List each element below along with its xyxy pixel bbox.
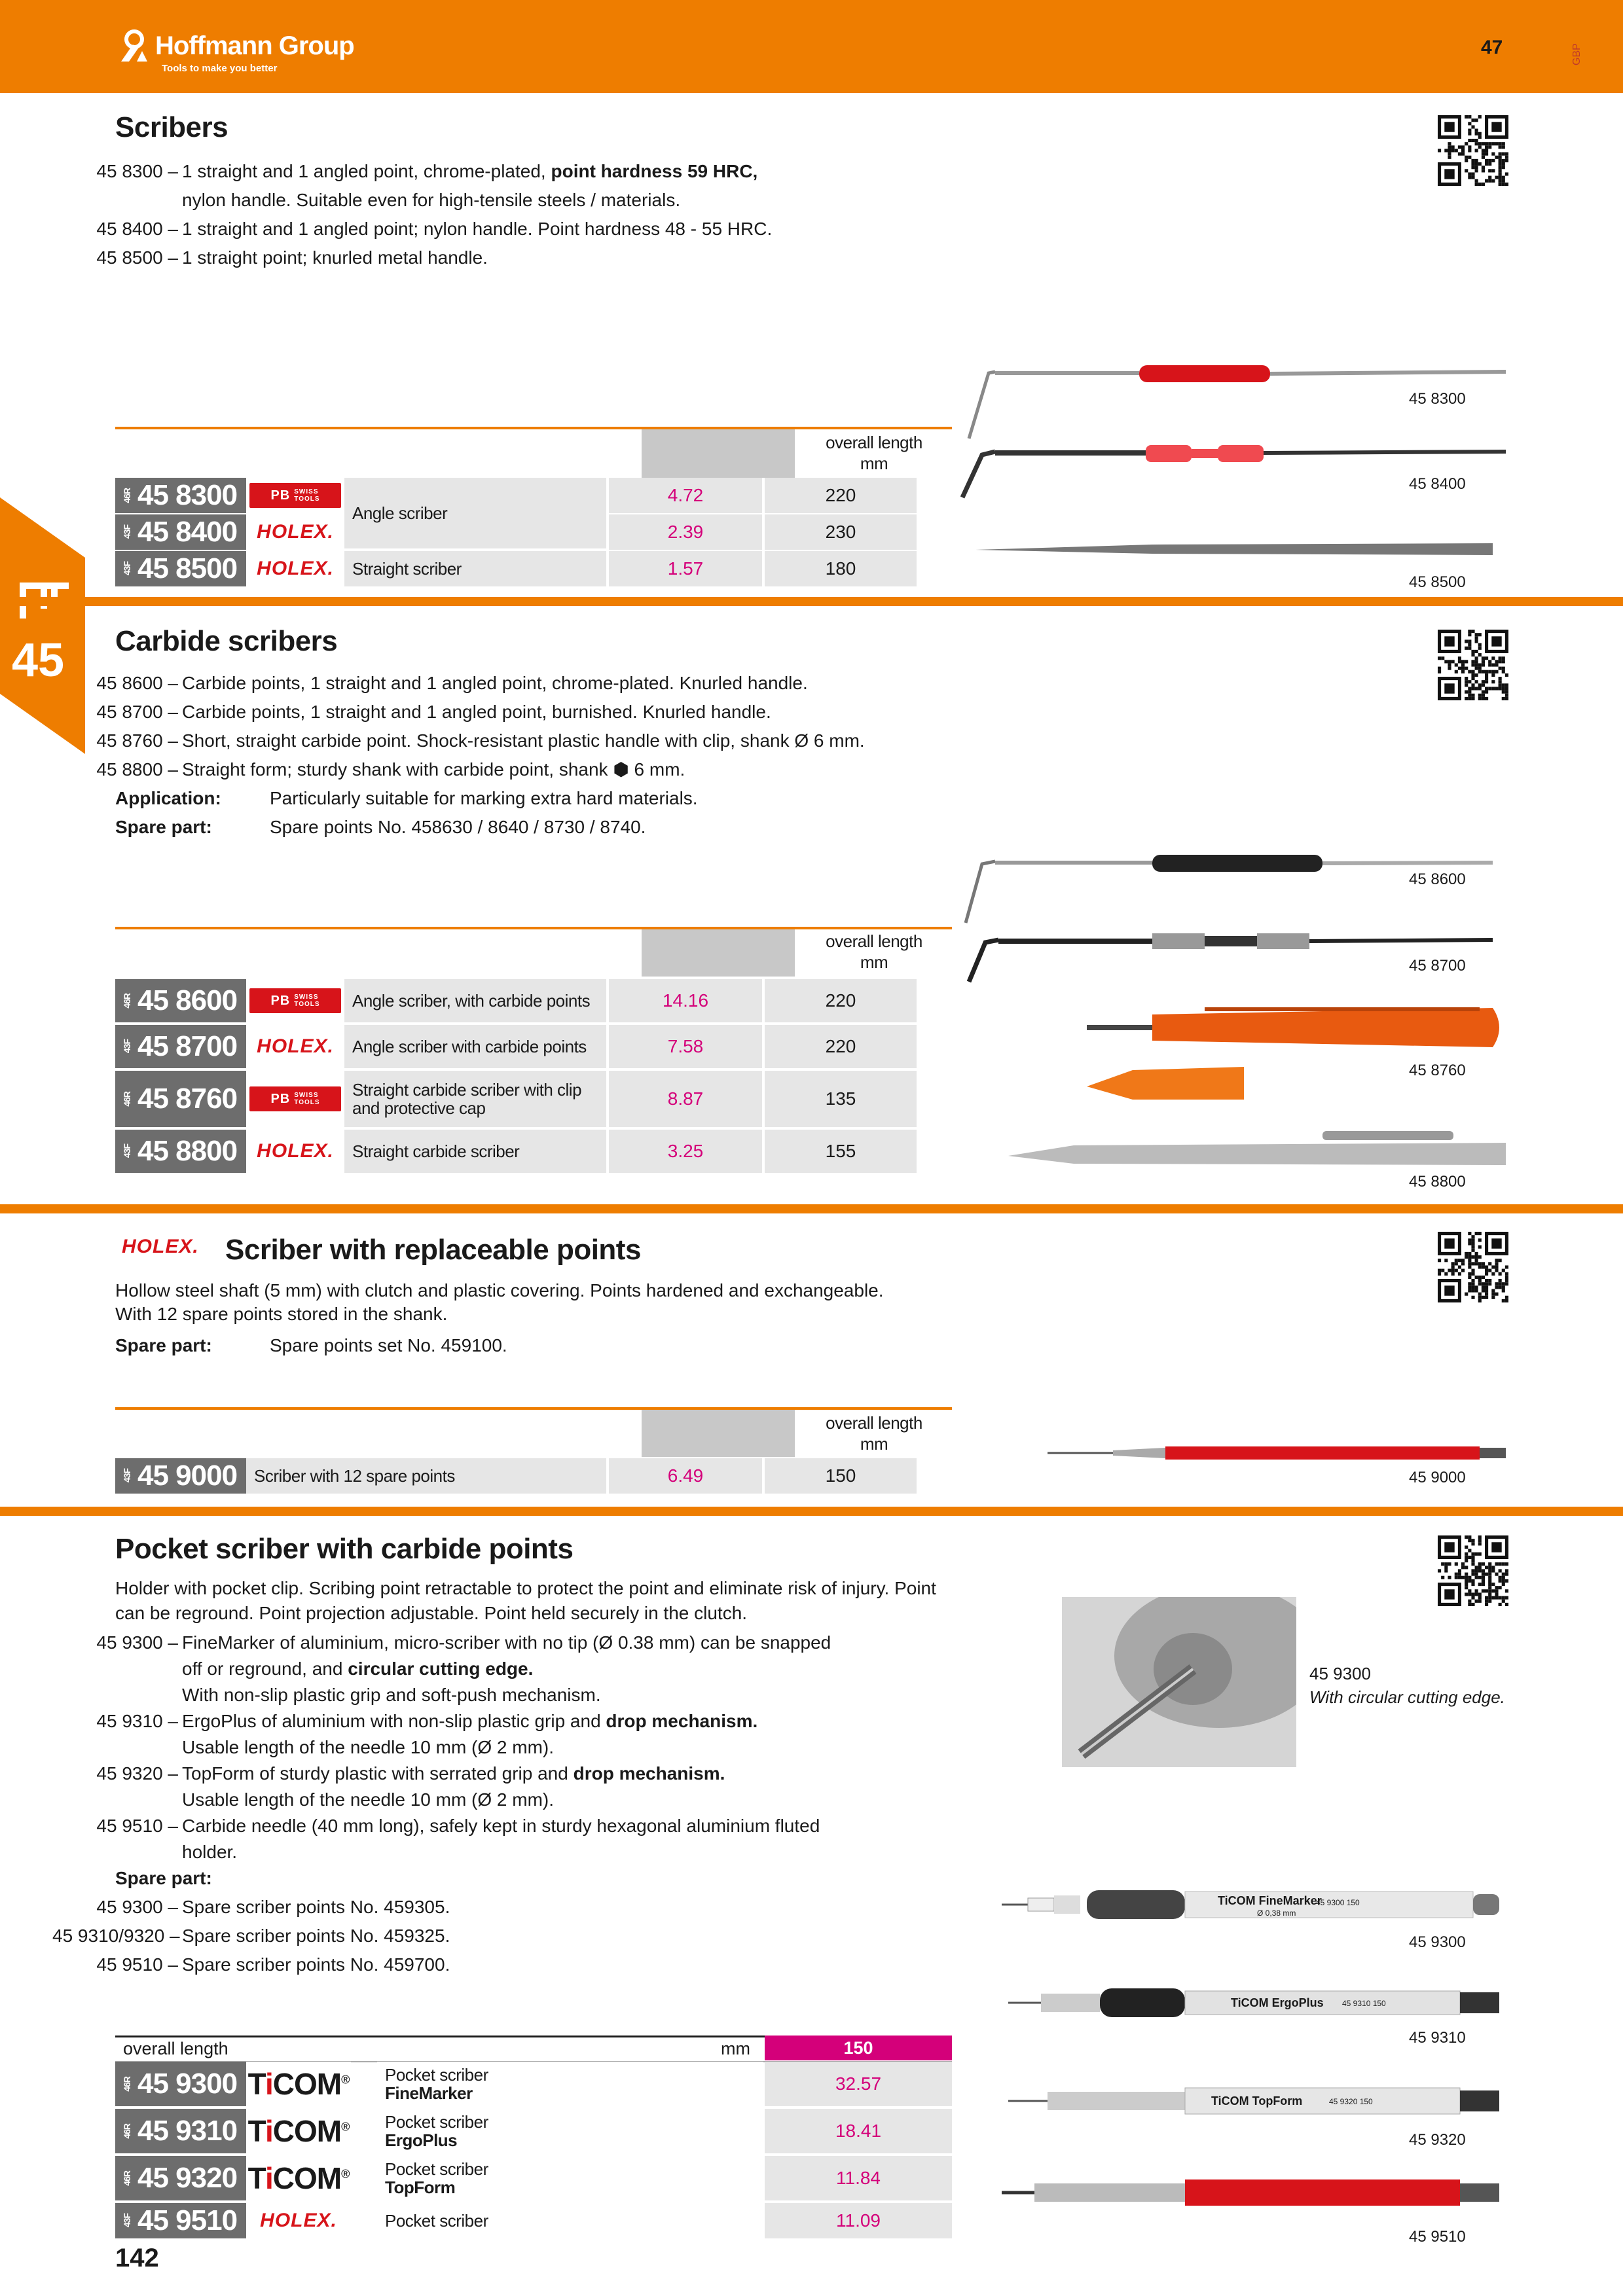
image-label: 45 8800 xyxy=(1409,1173,1466,1191)
replaceable-description: Hollow steel shaft (5 mm) with clutch and plastic covering. Points hardened and exchangeable. With 12 spare points stored in the shank. xyxy=(115,1280,884,1324)
photo-caption: With circular cutting edge. xyxy=(1309,1687,1505,1707)
spare-part-line: Spare part: Spare points No. 458630 / 8640 / 8730 / 8740. xyxy=(115,817,646,837)
chapter-tab xyxy=(0,497,85,754)
price-header xyxy=(642,1410,795,1457)
section-title-carbide-scribers: Carbide scribers xyxy=(115,625,338,657)
image-label: 45 9000 xyxy=(1409,1469,1466,1486)
brand-name: Hoffmann Group xyxy=(155,31,354,60)
table4-header: overall length mm 150 xyxy=(115,2036,952,2062)
table-top-rule xyxy=(115,1407,952,1410)
holex-logo: HOLEX. xyxy=(257,521,334,543)
length-header: overall length mm xyxy=(826,1413,922,1454)
price-header xyxy=(642,929,795,977)
ticom-logo: TiCOM® xyxy=(247,2161,350,2195)
pb-swiss-tools-logo: PB SWISS TOOLS xyxy=(249,483,341,508)
table-top-rule xyxy=(115,427,952,429)
spare-part-line: Spare part: Spare points set No. 459100. xyxy=(115,1335,507,1355)
scribers-description: 45 8300 – 1 straight and 1 angled point, chrome-plated, point hardness 59 HRC, nylon handle. Suitable even for high-tensile steels / materials. 45 8400 – 1 straight and 1 angled point; nylon handle. Point hardness 48 - 55 HRC. 45 8500 – 1 straight point; knurled metal handle. xyxy=(96,161,773,268)
image-label: 45 8400 xyxy=(1409,475,1466,493)
pocket-intro: Holder with pocket clip. Scribing point retractable to protect the point and eliminate risk of injury. Point can be reground. Point projection adjustable. Point held securely in the clutch. xyxy=(115,1578,936,1623)
pen-print: 45 9310 150 xyxy=(1342,1999,1386,2008)
holex-logo: HOLEX. xyxy=(260,2210,337,2231)
section-title-pocket-scriber: Pocket scriber with carbide points xyxy=(115,1533,574,1565)
holex-logo: HOLEX. xyxy=(257,1140,334,1162)
image-label: 45 9510 xyxy=(1409,2228,1466,2246)
pen-print: TiCOM TopForm xyxy=(1211,2094,1303,2108)
chapter-number: 45 xyxy=(12,634,65,687)
pen-print: 45 9320 150 xyxy=(1329,2097,1373,2106)
pen-print: TiCOM FineMarker xyxy=(1218,1894,1322,1907)
ticom-logo: TiCOM® xyxy=(247,2114,350,2148)
pocket-items: 45 9300 – FineMarker of aluminium, micro-scriber with no tip (Ø 0.38 mm) can be snapped off or reground, and circular cutting edge. With non-slip plastic grip and soft-push mechanism. 45 9310 – ErgoPlus of aluminium with non-slip plastic grip and drop mechanism. Usable length of the needle 10 mm (Ø 2 mm). 45 9320 – TopForm of sturdy plastic with serrated grip and drop mechanism. Usable length of the needle 10 mm (Ø 2 mm). 45 9510 – Carbide needle (40 mm long), safely kept in sturdy hexagonal aluminium fluted holder. xyxy=(96,1632,831,1862)
table-top-rule xyxy=(115,927,952,929)
application-line: Application: Particularly suitable for marking extra hard materials. xyxy=(115,788,698,808)
length-header: overall length mm xyxy=(826,931,922,972)
image-label: 45 8300 xyxy=(1409,390,1466,408)
cutting-edge-photo xyxy=(1062,1597,1296,1767)
scriber-product-images xyxy=(956,353,1532,589)
pocket-scriber-images xyxy=(1002,1872,1525,2225)
section-title-replaceable: Scriber with replaceable points xyxy=(225,1234,641,1266)
pb-swiss-tools-logo: PB SWISS TOOLS xyxy=(249,988,341,1013)
carbide-scriber-images xyxy=(956,838,1532,1191)
spare-part-list: 45 9300 – Spare scriber points No. 459305. 45 9310/9320 – Spare scriber points No. 459325. 45 9510 – Spare scriber points No. 459700. xyxy=(52,1897,450,1975)
spare-part-label: Spare part: xyxy=(115,1868,212,1888)
holex-logo: HOLEX. xyxy=(122,1236,199,1257)
image-label: 45 8760 xyxy=(1409,1062,1466,1079)
image-label: 45 8500 xyxy=(1409,573,1466,591)
section-divider xyxy=(0,597,1623,606)
ticom-logo: TiCOM® xyxy=(247,2067,350,2101)
pb-swiss-tools-logo: PB SWISS TOOLS xyxy=(249,1086,341,1111)
brand-tagline: Tools to make you better xyxy=(162,63,278,74)
holex-logo: HOLEX. xyxy=(257,558,334,579)
section-title-scribers: Scribers xyxy=(115,111,228,143)
qr-code-icon xyxy=(1438,630,1508,700)
holex-logo: HOLEX. xyxy=(257,1035,334,1057)
hoffmann-logo-icon xyxy=(115,25,154,64)
section-divider xyxy=(0,1507,1623,1516)
length-header: overall length mm xyxy=(826,433,922,473)
qr-code-icon xyxy=(1438,115,1508,186)
price-header xyxy=(642,429,795,478)
image-label: 45 9320 xyxy=(1409,2131,1466,2149)
section-divider xyxy=(0,1204,1623,1213)
pen-print: 45 9300 150 xyxy=(1316,1898,1360,1907)
photo-caption-code: 45 9300 xyxy=(1309,1664,1371,1683)
page-number: 47 xyxy=(1481,37,1503,58)
carbide-description: 45 8600 – Carbide points, 1 straight and 1 angled point, chrome-plated. Knurled handle. 45 8700 – Carbide points, 1 straight and 1 angled point, burnished. Knurled handle. 45 8760 – Short, straight carbide point. Shock-resistant plastic handle with clip, shank Ø 6 mm. 45 8800 – Straight form; sturdy shank with carbide point, shank ⬢ 6 mm. xyxy=(96,673,865,780)
qr-code-icon xyxy=(1438,1535,1508,1606)
image-label: 45 8600 xyxy=(1409,870,1466,888)
pen-print: TiCOM ErgoPlus xyxy=(1231,1996,1324,2009)
language-code: GBP xyxy=(1571,43,1582,65)
image-label: 45 9300 xyxy=(1409,1933,1466,1951)
image-label: 45 8700 xyxy=(1409,957,1466,975)
image-label: 45 9310 xyxy=(1409,2029,1466,2047)
qr-code-icon xyxy=(1438,1232,1508,1302)
pen-print: Ø 0,38 mm xyxy=(1257,1909,1296,1918)
footer-page-number: 142 xyxy=(115,2244,159,2272)
